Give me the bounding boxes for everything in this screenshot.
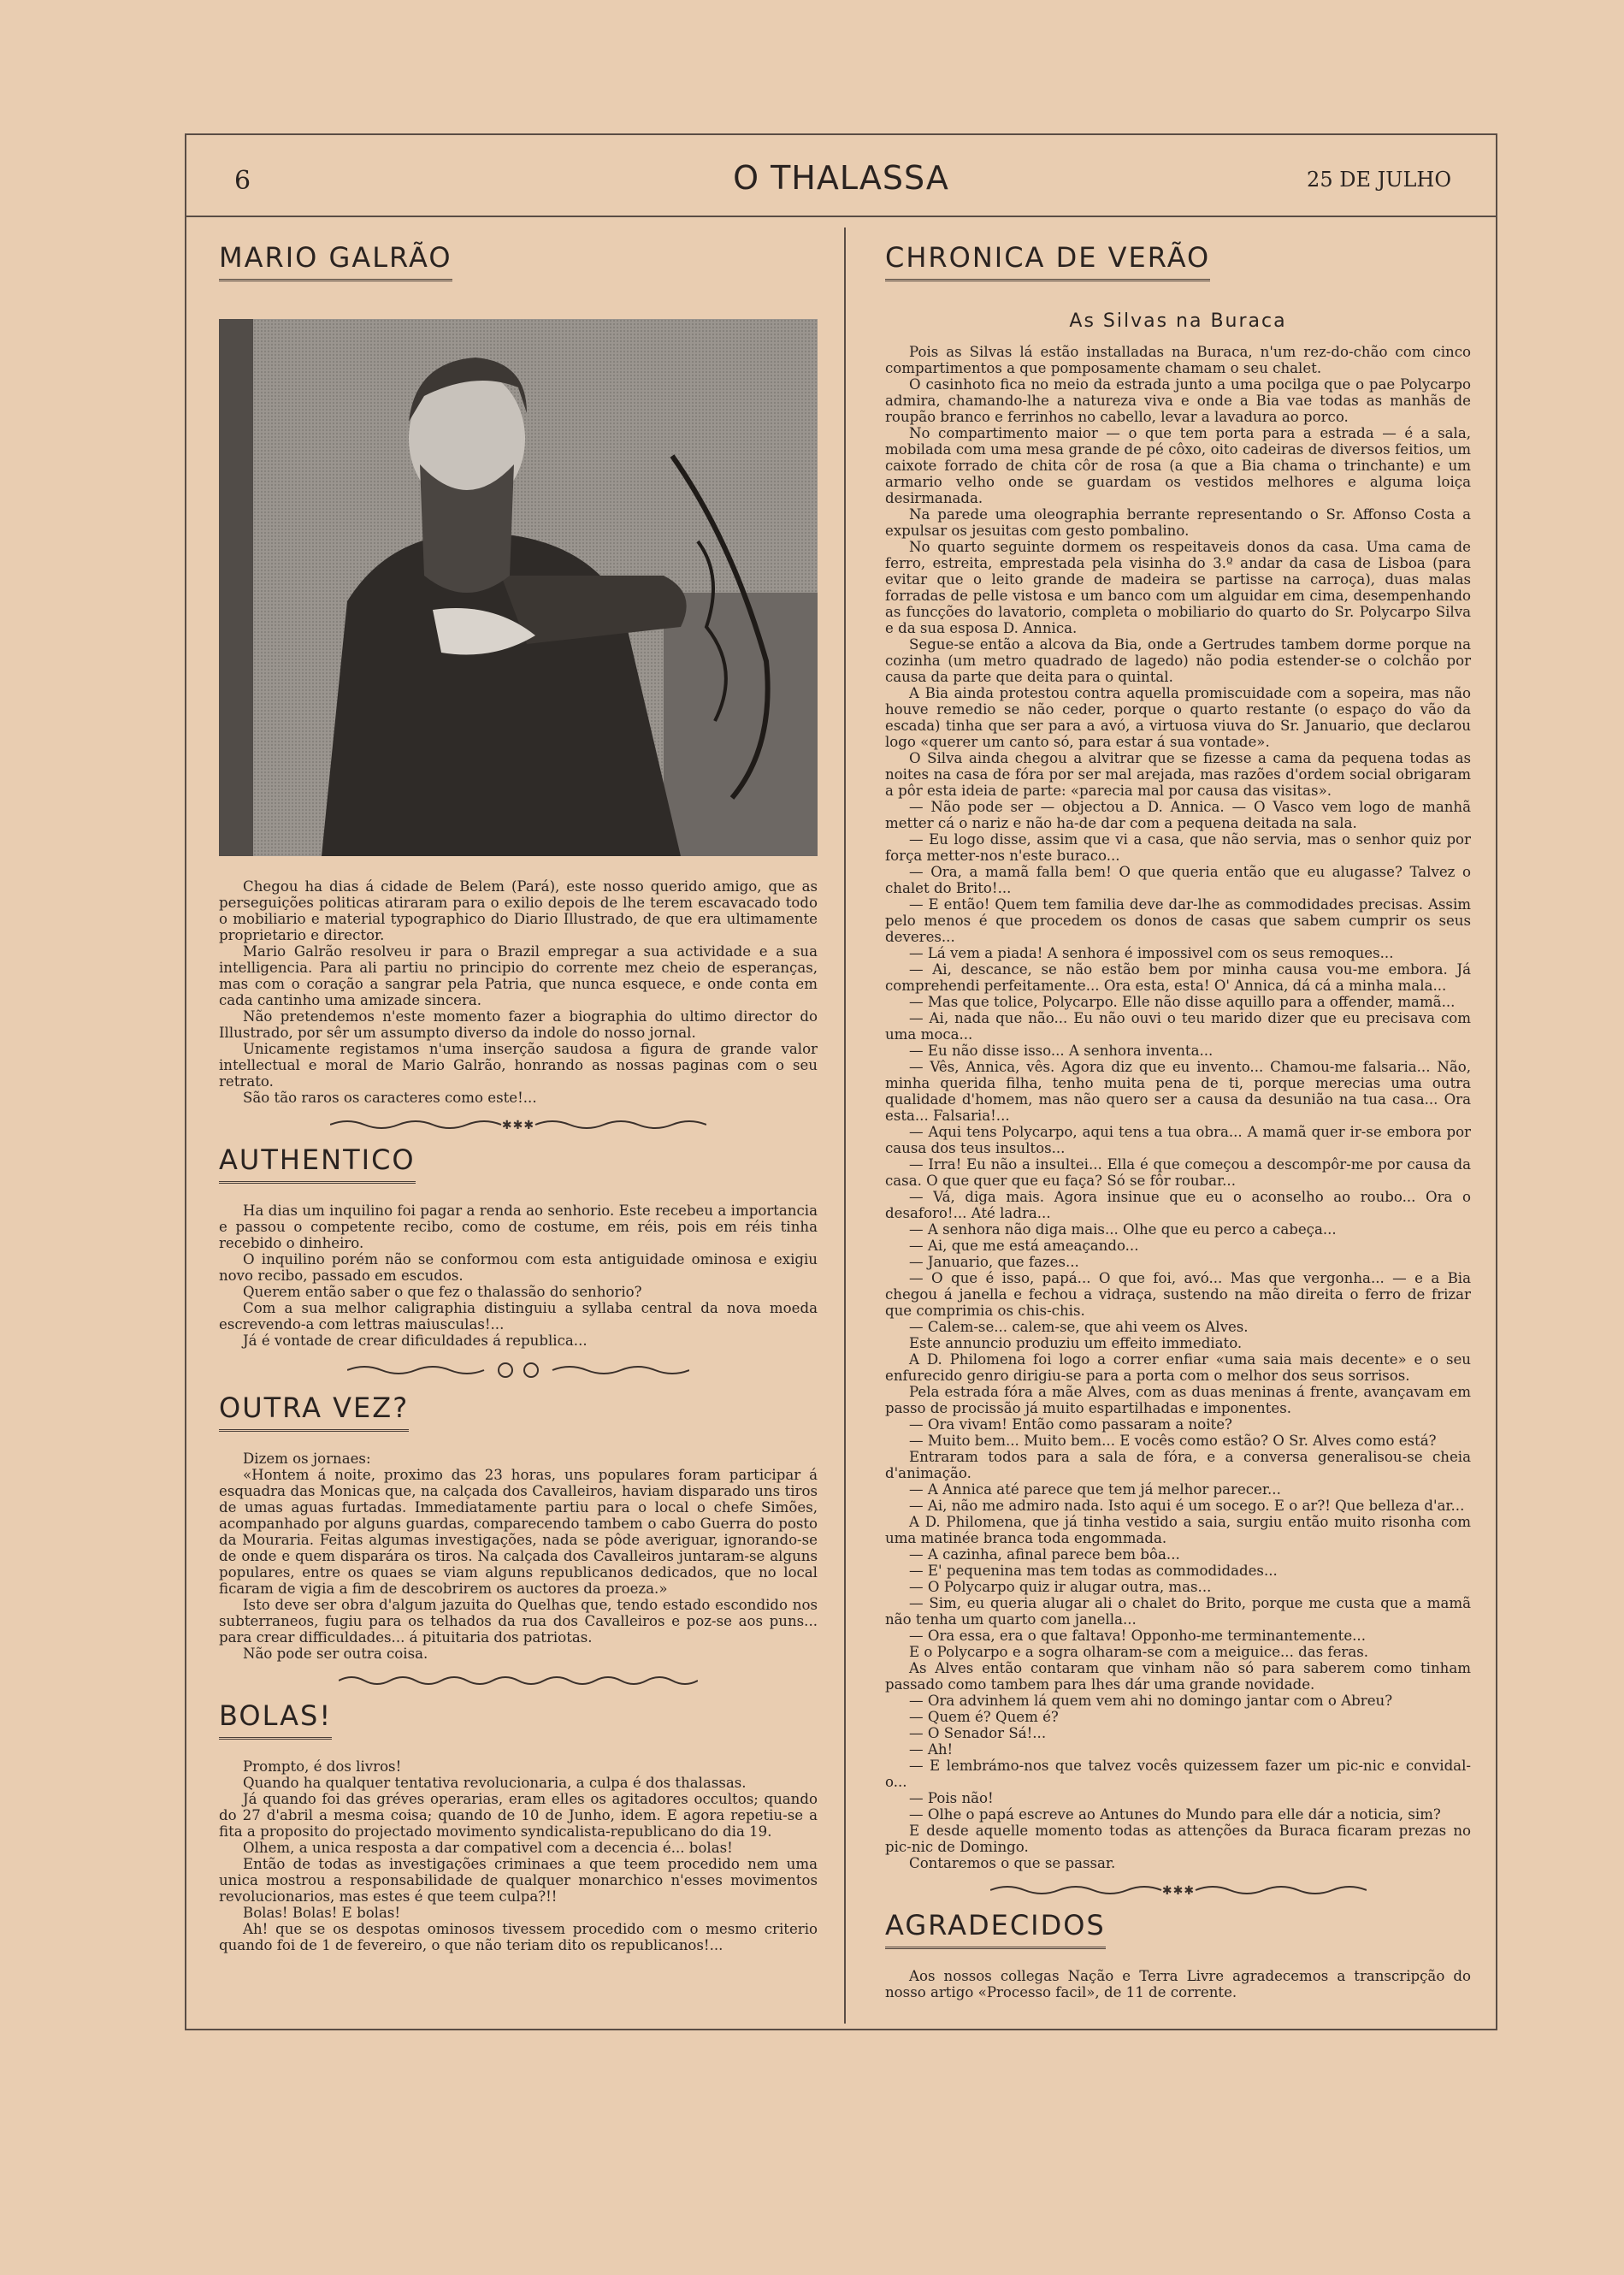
article-paragraph: Unicamente registamos n'uma inserção saudosa a figura de grande valor intellectual e moral de Mario Galrão, honrando as nossas paginas com o seu retrato.: [219, 1041, 818, 1090]
article-paragraph: As Alves então contaram que vinham não só para saberem como tinham passado como tambem para lhes dár uma grande novidade.: [885, 1660, 1471, 1693]
article-paragraph: — Sim, eu queria alugar ali o chalet do Brito, porque me custa que a mamã não tenha um quarto com janella...: [885, 1595, 1471, 1628]
article-paragraph: — Irra! Eu não a insultei... Ella é que começou a descompôr-me por causa da casa. O que quer que eu faça? Só se fôr roubar...: [885, 1156, 1471, 1189]
article-paragraph: Pois as Silvas lá estão installadas na Buraca, n'um rez-do-chão com cinco compartimentos a que pomposamente chamam o seu chalet.: [885, 344, 1471, 376]
portrait-illustration: [219, 319, 818, 856]
article-paragraph: Olhem, a unica resposta a dar compativel com a decencia é... bolas!: [243, 1840, 733, 1856]
ornament-divider: [219, 1361, 818, 1380]
article-paragraph: — Lá vem a piada! A senhora é impossivel com os seus remoques...: [909, 945, 1394, 961]
ornament-divider: [219, 1118, 818, 1132]
article-mario-galrao: [219, 241, 818, 1106]
article-paragraph: — Januario, que fazes...: [909, 1254, 1079, 1270]
article-paragraph: — Muito bem... Muito bem... E vocês como estão? O Sr. Alves como está?: [909, 1433, 1437, 1449]
article-heading: MARIO GALRÃO: [219, 241, 452, 281]
article-paragraph: Não pretendemos n'este momento fazer a biographia do ultimo director do Illustrado, por sêr um assumpto diverso da indole do nosso jornal.: [219, 1008, 818, 1041]
article-paragraph: — Mas que tolice, Polycarpo. Elle não disse aquillo para a offender, mamã...: [909, 994, 1456, 1010]
article-paragraph: E desde aquelle momento todas as attenções da Buraca ficaram prezas no pic-nic de Domingo.: [885, 1823, 1471, 1855]
newspaper-title: O THALASSA: [733, 159, 949, 197]
article-paragraph: — Ora vivam! Então como passaram a noite?: [909, 1416, 1232, 1433]
article-heading: BOLAS!: [219, 1699, 332, 1740]
article-paragraph: Já quando foi das gréves operarias, eram elles os agitadores occultos; quando do 27 d'abril a mesma coisa; quando de 10 de Junho, idem. E agora repetiu-se a fita a proposito do projectado movimento syndicalista-republicano do dia 19.: [219, 1791, 818, 1840]
article-paragraph: — E' pequenina mas tem todas as commodidades...: [909, 1563, 1278, 1579]
article-paragraph: Segue-se então a alcova da Bia, onde a Gertrudes tambem dorme porque na cozinha (um metro quadrado de lagedo) não podia estender-se o colchão por causa da parte que deita para o quintal.: [885, 636, 1471, 685]
article-paragraph: No compartimento maior — o que tem porta para a estrada — é a sala, mobilada com uma mesa grande de pé côxo, oito cadeiras de diversos feitios, um caixote forrado de chita côr de rosa (a que a Bia chama o trinchante) e um armario velho onde se guardam os vestidos melhores e alguma loiça desirmanada.: [885, 425, 1471, 506]
page-number: 6: [234, 166, 251, 196]
svg-text:✱✱✱: ✱✱✱: [1161, 1884, 1195, 1897]
article-paragraph: — Ora essa, era o que faltava! Opponho-me terminantemente...: [909, 1628, 1366, 1644]
article-paragraph: São tão raros os caracteres como este!...: [243, 1090, 537, 1106]
article-paragraph: — O Senador Sá!...: [909, 1725, 1047, 1741]
article-heading: AUTHENTICO: [219, 1143, 416, 1184]
article-paragraph: No quarto seguinte dormem os respeitaveis donos da casa. Uma cama de ferro, estreita, emprestada pela visinha do 3.º andar da casa de Lisboa (para evitar que o leito grande de madeira se partisse na carroça), duas malas forradas de pelle vistosa e um banco com um alguidar em cima, desempenhando as funcções do lavatorio, completa o mobiliario do quarto do Sr. Polycarpo Silva e da sua esposa D. Annica.: [885, 539, 1471, 636]
article-paragraph: Este annuncio produziu um effeito immediato.: [909, 1335, 1243, 1351]
article-bolas: [219, 1699, 818, 1953]
article-paragraph: Entraram todos para a sala de fóra, e a conversa generalisou-se cheia d'animação.: [885, 1449, 1471, 1481]
svg-text:✱✱✱: ✱✱✱: [501, 1119, 535, 1132]
article-paragraph: Ha dias um inquilino foi pagar a renda ao senhorio. Este recebeu a importancia e passou o competente recibo, como de costume, em réis, pois em réis tinha recebido o dinheiro.: [219, 1202, 818, 1251]
article-paragraph: — Olhe o papá escreve ao Antunes do Mundo para elle dár a noticia, sim?: [909, 1806, 1441, 1823]
article-paragraph: A D. Philomena foi logo a correr enfiar «uma saia mais decente» e o seu enfurecido genro dirigiu-se para a porta com o melhor dos seus sorrisos.: [885, 1351, 1471, 1384]
article-paragraph: — E lembrámo-nos que talvez vocês quizessem fazer um pic-nic e convidal-o...: [885, 1758, 1471, 1790]
right-column: [885, 238, 1471, 2000]
article-paragraph: Pela estrada fóra a mãe Alves, com as duas meninas á frente, avançavam em passo de procissão já muito espartilhadas e imponentes.: [885, 1384, 1471, 1416]
article-paragraph: Quando ha qualquer tentativa revolucionaria, a culpa é dos thalassas.: [243, 1775, 747, 1791]
article-paragraph: Na parede uma oleographia berrante representando o Sr. Affonso Costa a expulsar os jesuitas com gesto pombalino.: [885, 506, 1471, 539]
article-heading: CHRONICA DE VERÃO: [885, 241, 1210, 281]
article-paragraph: — Quem é? Quem é?: [909, 1709, 1059, 1725]
article-paragraph: O inquilino porém não se conformou com esta antiguidade ominosa e exigiu novo recibo, passado em escudos.: [219, 1251, 818, 1284]
article-agradecidos: [885, 1909, 1471, 2000]
article-authentico: [219, 1143, 818, 1349]
page-header: [186, 135, 1496, 217]
left-column: [219, 238, 818, 1953]
article-chronica-de-verao: [885, 241, 1471, 1871]
article-paragraph: — Ai, que me está ameaçando...: [909, 1238, 1139, 1254]
article-paragraph: — O que é isso, papá... O que foi, avó... Mas que vergonha... — e a Bia chegou á janella e fechou a vidraça, sustendo na mão direita o ferro de frizar que comprimia os chis-chis.: [885, 1270, 1471, 1319]
article-paragraph: — Ora advinhem lá quem vem ahi no domingo jantar com o Abreu?: [909, 1693, 1393, 1709]
article-paragraph: — E então! Quem tem familia deve dar-lhe as commodidades precisas. Assim pelo menos é que procedem os donos de casas que sabem cumprir os seus deveres...: [885, 896, 1471, 945]
article-paragraph: — A senhora não diga mais... Olhe que eu perco a cabeça...: [909, 1221, 1337, 1238]
article-paragraph: — Aqui tens Polycarpo, aqui tens a tua obra... A mamã quer ir-se embora por causa dos teus insultos...: [885, 1124, 1471, 1156]
article-paragraph: Já é vontade de crear dificuldades á republica...: [243, 1332, 588, 1349]
article-paragraph: Aos nossos collegas Nação e Terra Livre agradecemos a transcripção do nosso artigo «Processo facil», de 11 de corrente.: [885, 1968, 1471, 2000]
article-paragraph: Bolas! Bolas! E bolas!: [243, 1905, 401, 1921]
article-paragraph: — A Annica até parece que tem já melhor parecer...: [909, 1481, 1281, 1498]
article-paragraph: «Hontem á noite, proximo das 23 horas, uns populares foram participar á esquadra das Monicas que, na calçada dos Cavalleiros, haviam disparado uns tiros de umas aguas furtadas. Immediatamente partiu para o local o chefe Simões, acompanhado por alguns guardas, comparecendo tambem o cabo Guerra do posto da Mouraria. Feitas algumas investigações, nada se pôde averiguar, ignorando-se de onde e quem disparára os tiros. Na calçada dos Cavalleiros juntaram-se alguns populares, entre os quaes se viam alguns republicanos dedicados, que no local ficaram de vigia a fim de descobrirem os auctores da proeza.»: [219, 1467, 818, 1597]
article-paragraph: Com a sua melhor caligraphia distinguiu a syllaba central da nova moeda escrevendo-a com lettras maiusculas!...: [219, 1300, 818, 1332]
issue-date: 25 DE JULHO: [1307, 168, 1451, 192]
article-paragraph: Querem então saber o que fez o thalassão do senhorio?: [243, 1284, 642, 1300]
article-outra-vez: [219, 1392, 818, 1662]
article-paragraph: — Eu logo disse, assim que vi a casa, que não servia, mas o senhor quiz por força metter-nos n'este buraco...: [885, 831, 1471, 864]
article-paragraph: — Calem-se... calem-se, que ahi veem os Alves.: [909, 1319, 1249, 1335]
article-paragraph: Então de todas as investigações criminaes a que teem procedido nem uma unica mostrou a responsabilidade de qualquer monarchico n'esses movimentos revolucionarios, mas estes é que teem culpa?!!: [219, 1856, 818, 1905]
column-divider: [844, 228, 846, 2024]
article-paragraph: Ah! que se os despotas ominosos tivessem procedido com o mesmo criterio quando foi de 1 de fevereiro, o que não teriam dito os republicanos!...: [219, 1921, 818, 1953]
article-paragraph: — Pois não!: [909, 1790, 994, 1806]
ornament-divider: [885, 1883, 1471, 1897]
article-paragraph: Prompto, é dos livros!: [243, 1758, 402, 1775]
article-subtitle: As Silvas na Buraca: [1069, 310, 1287, 332]
article-paragraph: O casinhoto fica no meio da estrada junto a uma pocilga que o pae Polycarpo admira, chamando-lhe a natureza viva e onde a Bia vae todas as manhãs de roupão branco e ferrinhos no cabello, levar a lavadura ao porco.: [885, 376, 1471, 425]
article-paragraph: — Não pode ser — objectou a D. Annica. — O Vasco vem logo de manhã metter cá o nariz e não ha-de dar com a pequena deitada na sala.: [885, 799, 1471, 831]
page-frame: [185, 133, 1497, 2030]
article-paragraph: Chegou ha dias á cidade de Belem (Pará), este nosso querido amigo, que as perseguições politicas atiraram para o exilio depois de lhe terem escavacado todo o mobiliario e material typographico do Diario Illustrado, de que era ultimamente proprietario e director.: [219, 878, 818, 943]
article-paragraph: Dizem os jornaes:: [243, 1451, 371, 1467]
article-paragraph: E o Polycarpo e a sogra olharam-se com a meiguice... das feras.: [909, 1644, 1369, 1660]
article-paragraph: Mario Galrão resolveu ir para o Brazil empregar a sua actividade e a sua intelligencia. Para ali partiu no principio do corrente mez cheio de esperanças, mas com o coração a sangrar pela Patria, que nunca esquece, e onde conta em cada cantinho uma amizade sincera.: [219, 943, 818, 1008]
article-paragraph: O Silva ainda chegou a alvitrar que se fizesse a cama da pequena todas as noites na casa de fóra por ser mal arejada, mas razões d'ordem social obrigaram a pôr esta ideia de parte: «parecia mal por causa das visitas».: [885, 750, 1471, 799]
portrait-photo: [219, 319, 818, 856]
article-heading: OUTRA VEZ?: [219, 1392, 409, 1432]
article-paragraph: — A cazinha, afinal parece bem bôa...: [909, 1546, 1180, 1563]
article-paragraph: — Ai, descance, se não estão bem por minha causa vou-me embora. Já comprehendi perfeitamente... Ora esta, esta! O' Annica, dá cá a minha mala...: [885, 961, 1471, 994]
article-paragraph: — Eu não disse isso... A senhora inventa...: [909, 1043, 1214, 1059]
article-paragraph: — Vá, diga mais. Agora insinue que eu o aconselho ao roubo... Ora o desaforo!... Até ladra...: [885, 1189, 1471, 1221]
ornament-divider: [219, 1674, 818, 1687]
article-paragraph: A Bia ainda protestou contra aquella promiscuidade com a sopeira, mas não houve remedio se não ceder, porque o quarto restante (o espaço do vão da escada) tinha que ser para a avó, a virtuosa viuva do Sr. Januario, que declarou logo «querer um canto só, para estar á sua vontade».: [885, 685, 1471, 750]
article-paragraph: — Vês, Annica, vês. Agora diz que eu invento... Chamou-me falsaria... Não, minha querida filha, tenho muita pena de ti, porque merecias uma outra qualidade d'homem, mas não quero ser a causa da desunião na tua casa... Ora esta... Falsaria!...: [885, 1059, 1471, 1124]
article-paragraph: — Ai, nada que não... Eu não ouvi o teu marido dizer que eu precisava com uma moca...: [885, 1010, 1471, 1043]
article-paragraph: Não pode ser outra coisa.: [243, 1646, 428, 1662]
article-paragraph: Isto deve ser obra d'algum jazuita do Quelhas que, tendo estado escondido nos subterraneos, fugiu para os telhados da rua dos Cavalleiros e poz-se aos puns... para crear difficuldades... á pituitaria dos patriotas.: [219, 1597, 818, 1646]
article-body: [885, 344, 1471, 1871]
article-paragraph: Contaremos o que se passar.: [909, 1855, 1116, 1871]
article-paragraph: — Ai, não me admiro nada. Isto aqui é um socego. E o ar?! Que belleza d'ar...: [909, 1498, 1465, 1514]
article-paragraph: A D. Philomena, que já tinha vestido a saia, surgiu então muito risonha com uma matinée branca toda engommada.: [885, 1514, 1471, 1546]
article-paragraph: — Ora, a mamã falla bem! O que queria então que eu alugasse? Talvez o chalet do Brito!...: [885, 864, 1471, 896]
article-paragraph: — O Polycarpo quiz ir alugar outra, mas...: [909, 1579, 1212, 1595]
article-heading: AGRADECIDOS: [885, 1909, 1106, 1949]
article-paragraph: — Ah!: [909, 1741, 954, 1758]
